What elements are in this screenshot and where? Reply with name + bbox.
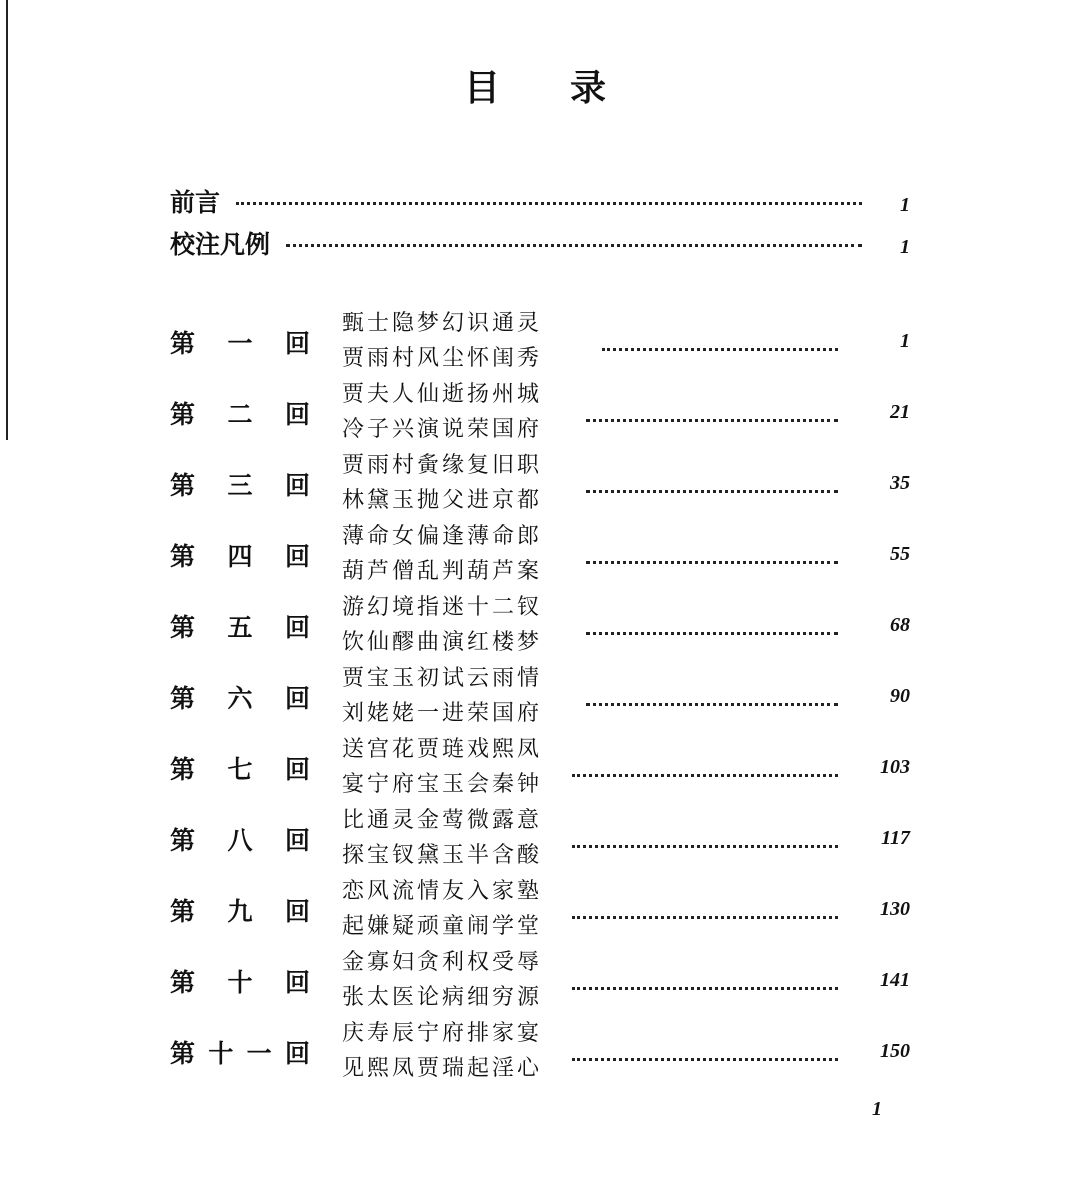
chapter-title-line2: 葫芦僧乱判葫芦案 bbox=[342, 559, 543, 584]
chapter-entry[interactable] bbox=[170, 306, 910, 376]
chapter-number-char: 一 bbox=[227, 329, 253, 358]
toc-entry[interactable] bbox=[170, 184, 910, 218]
chapter-number-char: 回 bbox=[284, 542, 310, 571]
chapter-number bbox=[170, 395, 310, 431]
chapter-title-line2: 起嫌疑顽童闹学堂 bbox=[342, 914, 543, 939]
toc-entry-page: 1 bbox=[900, 193, 910, 216]
chapter-number-char: 第 bbox=[170, 755, 196, 784]
chapter-number bbox=[170, 679, 310, 715]
chapter-number-char: 五 bbox=[227, 613, 253, 642]
chapter-number-char: 回 bbox=[284, 329, 310, 358]
chapter-number-char: 三 bbox=[227, 471, 253, 500]
chapter-couplet bbox=[342, 448, 582, 518]
footer-page-number: 1 bbox=[872, 1098, 882, 1120]
dot-leader bbox=[286, 244, 862, 247]
chapter-page-number: 55 bbox=[890, 543, 910, 565]
chapter-number-char: 第 bbox=[170, 968, 196, 997]
dot-leader bbox=[572, 1058, 838, 1061]
chapter-number-char: 十 bbox=[208, 1039, 234, 1068]
dot-leader bbox=[586, 419, 838, 422]
chapter-number bbox=[170, 963, 310, 999]
dot-leader bbox=[586, 561, 838, 564]
chapter-title-line2: 饮仙醪曲演红楼梦 bbox=[342, 630, 543, 655]
chapter-page-number: 1 bbox=[900, 330, 910, 352]
chapter-number-char: 四 bbox=[227, 542, 253, 571]
chapter-number-char: 第 bbox=[170, 471, 196, 500]
chapter-number-char: 回 bbox=[284, 968, 310, 997]
dot-leader bbox=[602, 348, 838, 351]
chapter-entry[interactable] bbox=[170, 448, 910, 518]
chapter-page-number: 103 bbox=[880, 756, 910, 778]
dot-leader bbox=[236, 202, 862, 205]
chapter-title-line2: 见熙凤贾瑞起淫心 bbox=[342, 1056, 543, 1081]
chapter-title-line1: 贾雨村夤缘复旧职 bbox=[342, 453, 543, 478]
chapter-number-char: 第 bbox=[170, 329, 196, 358]
chapter-title-line1: 贾夫人仙逝扬州城 bbox=[342, 382, 543, 407]
chapter-title-line1: 比通灵金莺微露意 bbox=[342, 808, 543, 833]
chapter-couplet bbox=[342, 661, 582, 731]
chapter-couplet bbox=[342, 1016, 582, 1086]
chapter-number-char: 回 bbox=[284, 1039, 310, 1068]
chapter-page-number: 90 bbox=[890, 685, 910, 707]
chapter-entry[interactable] bbox=[170, 945, 910, 1015]
chapter-page-number: 130 bbox=[880, 898, 910, 920]
chapter-entry[interactable] bbox=[170, 732, 910, 802]
chapter-entry[interactable] bbox=[170, 1016, 910, 1086]
toc-entry[interactable] bbox=[170, 226, 910, 260]
chapter-title-line2: 探宝钗黛玉半含酸 bbox=[342, 843, 543, 868]
chapter-entry[interactable] bbox=[170, 377, 910, 447]
chapter-number-char: 回 bbox=[284, 400, 310, 429]
chapter-number bbox=[170, 324, 310, 360]
dot-leader bbox=[572, 774, 838, 777]
chapter-page-number: 35 bbox=[890, 472, 910, 494]
chapter-entry[interactable] bbox=[170, 661, 910, 731]
chapter-number bbox=[170, 537, 310, 573]
dot-leader bbox=[586, 632, 838, 635]
chapter-number bbox=[170, 466, 310, 502]
chapter-number-char: 回 bbox=[284, 684, 310, 713]
toc-entry-label: 校注凡例 bbox=[170, 230, 271, 259]
chapter-number bbox=[170, 750, 310, 786]
chapter-title-line1: 送宫花贾琏戏熙凤 bbox=[342, 737, 543, 762]
chapter-number-char: 回 bbox=[284, 613, 310, 642]
chapter-number-char: 第 bbox=[170, 1039, 196, 1068]
chapter-number bbox=[170, 608, 310, 644]
chapter-title-line2: 贾雨村风尘怀闺秀 bbox=[342, 346, 543, 371]
chapter-title-line2: 宴宁府宝玉会秦钟 bbox=[342, 772, 543, 797]
chapter-title-line1: 恋风流情友入家塾 bbox=[342, 879, 543, 904]
chapter-number-char: 第 bbox=[170, 400, 196, 429]
chapter-title-line1: 贾宝玉初试云雨情 bbox=[342, 666, 543, 691]
chapter-couplet bbox=[342, 874, 582, 944]
chapter-couplet bbox=[342, 945, 582, 1015]
chapter-title-line1: 甄士隐梦幻识通灵 bbox=[342, 311, 543, 336]
chapter-title-line1: 薄命女偏逢薄命郎 bbox=[342, 524, 543, 549]
chapter-entry[interactable] bbox=[170, 874, 910, 944]
chapter-number-char: 第 bbox=[170, 542, 196, 571]
chapter-couplet bbox=[342, 590, 582, 660]
chapter-title-line1: 游幻境指迷十二钗 bbox=[342, 595, 543, 620]
chapter-title-line2: 刘姥姥一进荣国府 bbox=[342, 701, 543, 726]
chapter-number-char: 回 bbox=[284, 755, 310, 784]
dot-leader bbox=[572, 845, 838, 848]
chapter-number-char: 一 bbox=[246, 1039, 272, 1068]
chapter-number-char: 二 bbox=[227, 400, 253, 429]
chapter-number-char: 回 bbox=[284, 897, 310, 926]
chapter-number-char: 第 bbox=[170, 613, 196, 642]
chapter-title-line2: 张太医论病细穷源 bbox=[342, 985, 543, 1010]
chapter-number bbox=[170, 892, 310, 928]
chapter-number-char: 第 bbox=[170, 684, 196, 713]
chapter-couplet bbox=[342, 519, 582, 589]
dot-leader bbox=[572, 987, 838, 990]
chapter-number-char: 十 bbox=[227, 968, 253, 997]
chapter-number bbox=[170, 1034, 310, 1070]
chapter-title-line2: 冷子兴演说荣国府 bbox=[342, 417, 543, 442]
chapter-page-number: 141 bbox=[880, 969, 910, 991]
chapter-page-number: 150 bbox=[880, 1040, 910, 1062]
chapter-number-char: 第 bbox=[170, 826, 196, 855]
chapter-number-char: 回 bbox=[284, 826, 310, 855]
toc-entry-page: 1 bbox=[900, 235, 910, 258]
chapter-number-char: 六 bbox=[227, 684, 253, 713]
dot-leader bbox=[572, 916, 838, 919]
dot-leader bbox=[586, 490, 838, 493]
chapter-couplet bbox=[342, 732, 582, 802]
chapter-entry[interactable] bbox=[170, 590, 910, 660]
chapter-title-line1: 金寡妇贪利权受辱 bbox=[342, 950, 543, 975]
chapter-number-char: 回 bbox=[284, 471, 310, 500]
chapter-couplet bbox=[342, 306, 582, 376]
dot-leader bbox=[586, 703, 838, 706]
chapter-title-line2: 林黛玉抛父进京都 bbox=[342, 488, 543, 513]
chapter-page-number: 68 bbox=[890, 614, 910, 636]
chapter-entry[interactable] bbox=[170, 519, 910, 589]
chapter-number-char: 九 bbox=[227, 897, 253, 926]
chapter-number bbox=[170, 821, 310, 857]
chapter-couplet bbox=[342, 377, 582, 447]
page-title: 目录 bbox=[463, 68, 676, 109]
chapter-number-char: 八 bbox=[227, 826, 253, 855]
toc-entry-label: 前言 bbox=[170, 188, 221, 217]
chapter-entry[interactable] bbox=[170, 803, 910, 873]
chapter-couplet bbox=[342, 803, 582, 873]
chapter-title-line1: 庆寿辰宁府排家宴 bbox=[342, 1021, 543, 1046]
chapter-page-number: 117 bbox=[881, 827, 910, 849]
chapter-number-char: 第 bbox=[170, 897, 196, 926]
chapter-page-number: 21 bbox=[890, 401, 910, 423]
chapter-number-char: 七 bbox=[227, 755, 253, 784]
